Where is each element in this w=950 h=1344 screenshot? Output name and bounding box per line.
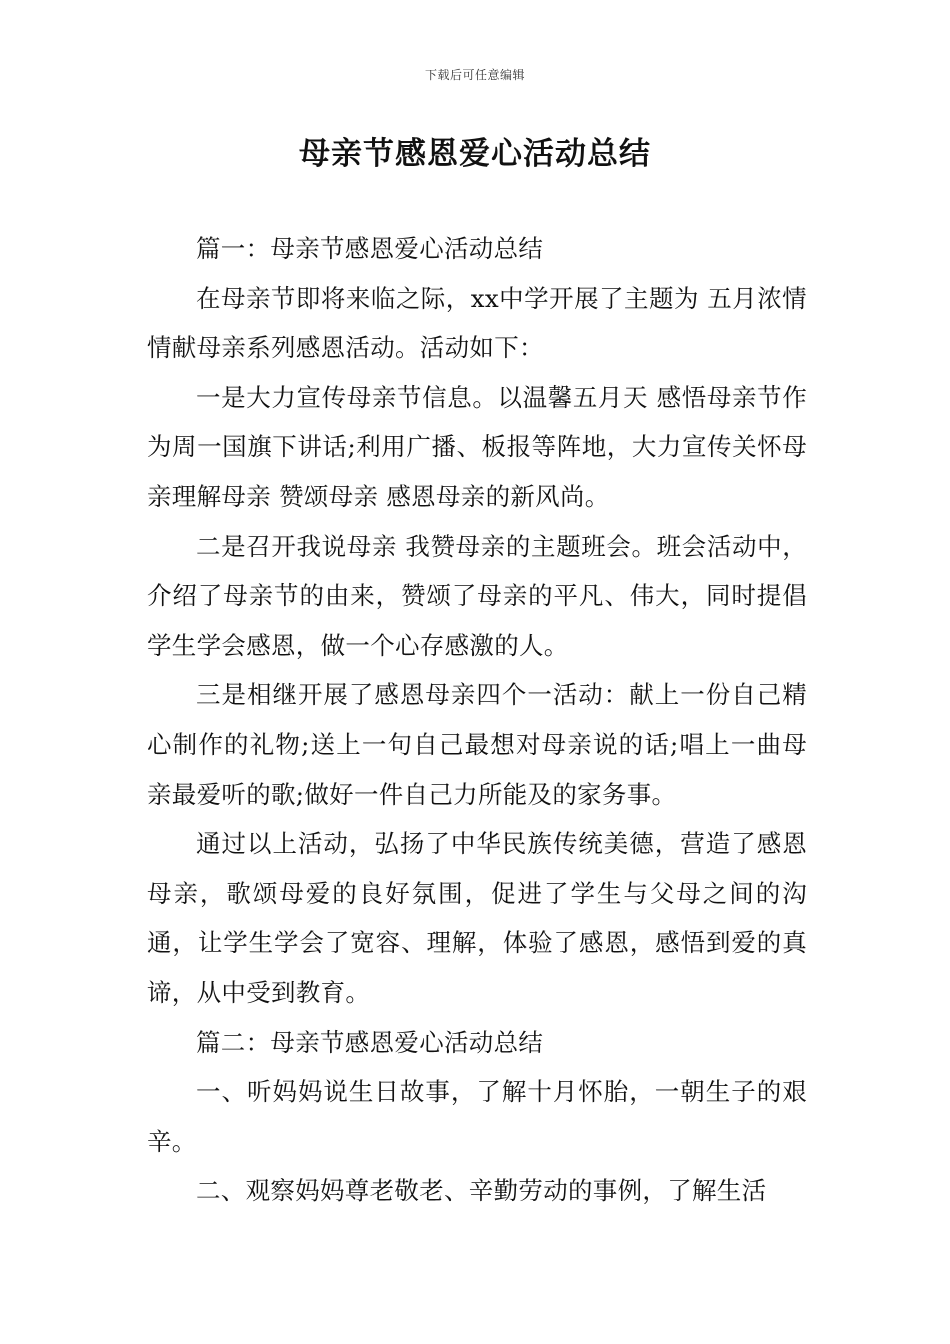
paragraph: 三是相继开展了感恩母亲四个一活动：献上一份自己精心制作的礼物;送上一句自己最想对母亲说的话;唱上一曲母亲最爱听的歌;做好一件自己力所能及的家务事。 — [147, 680, 807, 809]
section-heading-1: 篇一：母亲节感恩爱心活动总结 — [196, 234, 544, 263]
header-note: 下载后可任意编辑 — [424, 68, 525, 82]
paragraph: 一、听妈妈说生日故事，了解十月怀胎，一朝生子的艰辛。 — [147, 1077, 807, 1156]
paragraph: 二、观察妈妈尊老敬老、辛勤劳动的事例，了解生活 — [196, 1176, 767, 1206]
document-title: 母亲节感恩爱心活动总结 — [299, 136, 651, 172]
paragraph: 一是大力宣传母亲节信息。以温馨五月天 感悟母亲节作为周一国旗下讲话;利用广播、板报等阵地，大力宣传关怀母亲理解母亲 赞颂母亲 感恩母亲的新风尚。 — [147, 382, 807, 511]
document-body — [147, 224, 807, 1216]
paragraph: 在母亲节即将来临之际，xx中学开展了主题为 五月浓情 情献母亲系列感恩活动。活动如下： — [147, 283, 807, 363]
paragraph: 通过以上活动，弘扬了中华民族传统美德，营造了感恩母亲，歌颂母爱的良好氛围，促进了学生与父母之间的沟通，让学生学会了宽容、理解，体验了感恩，感悟到爱的真谛，从中受到教育。 — [147, 829, 807, 1007]
paragraph: 二是召开我说母亲 我赞母亲的主题班会。班会活动中，介绍了母亲节的由来，赞颂了母亲的平凡、伟大，同时提倡学生学会感恩，做一个心存感激的人。 — [147, 531, 807, 660]
section-heading-2: 篇二：母亲节感恩爱心活动总结 — [196, 1027, 544, 1057]
